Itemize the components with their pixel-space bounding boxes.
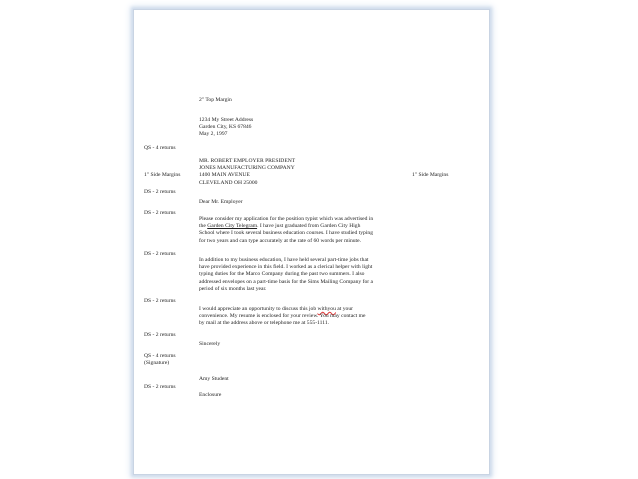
salutation: Dear Mr. Employer (199, 199, 243, 205)
newspaper-name: Garden City Telegram (207, 223, 258, 230)
annotation-ds2-3: DS - 2 returns (144, 251, 176, 257)
misspelled-word: withyou (317, 306, 336, 312)
return-address (199, 117, 253, 139)
enclosure-notation: Enclosure (199, 392, 222, 398)
paragraph-2 (199, 257, 373, 293)
address-line: MR. ROBERT EMPLOYER PRESIDENT (199, 158, 296, 164)
paragraph-line: by mail at the address above or telephone me at 555-1111. (199, 320, 330, 327)
annotation-ds2-2: DS - 2 returns (144, 210, 176, 216)
paragraph-line: In addition to my business education, I have held several part-time jobs that (199, 257, 369, 263)
address-line: JONES MANUFACTURING COMPANY (199, 165, 295, 172)
address-line: 1400 MAIN AVENUE (199, 172, 250, 179)
paragraph-line: have provided experience in this field. I worked as a clerical helper with light (199, 264, 373, 271)
text-run: the (199, 223, 208, 230)
paragraph-1 (199, 216, 373, 245)
text-run: . I have just graduated from Garden City High (257, 223, 361, 230)
annotation-top-margin: 2" Top Margin (199, 97, 232, 103)
address-line: CLEVELAND OH 25000 (199, 179, 258, 186)
address-line: Garden City, KS 67846 (199, 124, 252, 131)
paragraph-3 (199, 306, 365, 328)
text-run: at your (335, 306, 353, 312)
paragraph-line: for two years and can type accurately at the rate of 60 words per minute. (199, 237, 361, 244)
paragraph-line: addressed envelopes on a part-time basis for the Sims Mailing Company for a (199, 278, 373, 285)
text-run: I would appreciate an opportunity to discuss this job (199, 306, 318, 312)
paragraph-line: convenience. My resume is enclosed for your review. You may contact me (199, 313, 366, 320)
paragraph-line: period of six months last year. (199, 285, 267, 292)
paragraph-line (199, 223, 373, 230)
annotation-signature: (Signature) (144, 360, 170, 366)
annotation-qs4-2: QS - 4 returns (144, 353, 176, 359)
annotation-ds2-5: DS - 2 returns (144, 332, 176, 338)
annotation-ds2-4: DS - 2 returns (144, 298, 176, 304)
signer-name: Amy Student (199, 376, 229, 382)
annotation-ds2-1: DS - 2 returns (144, 189, 176, 195)
inside-address (199, 158, 295, 187)
address-line: 1234 My Street Address (199, 117, 254, 123)
paragraph-line: typing duties for the Marco Company during the past two summers. I also (199, 271, 365, 278)
paragraph-line: School where I took several business education courses. I have studied typing (199, 230, 373, 237)
paragraph-line: Please consider my application for the position typist which was advertised in (199, 216, 374, 222)
annotation-ds2-6: DS - 2 returns (144, 384, 176, 390)
closing: Sincerely (199, 341, 221, 347)
letter-page (133, 9, 490, 475)
annotation-qs4-1: QS - 4 returns (144, 145, 176, 151)
annotation-side-margins-left: 1" Side Margins (144, 172, 181, 178)
letter-date: May 2, 1997 (199, 131, 228, 138)
annotation-side-margins-right: 1" Side Margins (412, 172, 449, 178)
